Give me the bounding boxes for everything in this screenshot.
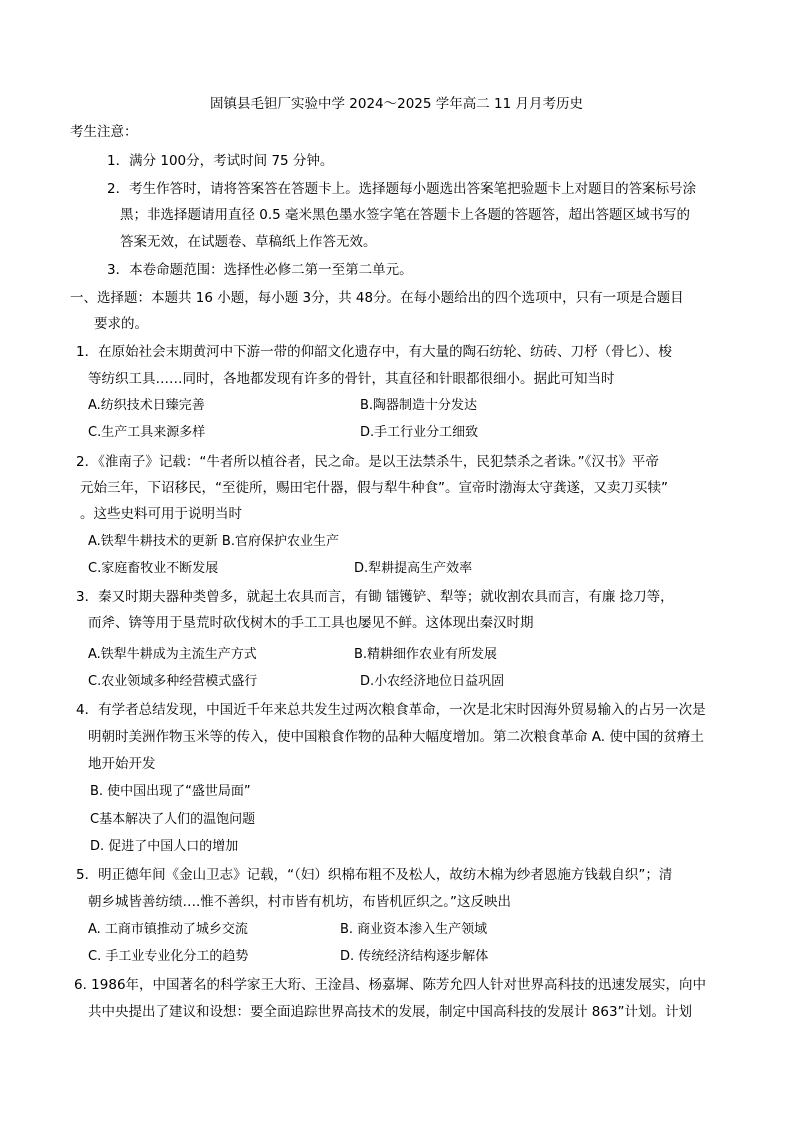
section-heading-cont: 要求的。: [94, 316, 148, 332]
question-3-stem-cont: 而斧、锛等用于垦荒时砍伐树木的手工工具也屡见不鲜。这体现出秦汉时期: [88, 615, 534, 631]
question-2-option-d: D.犁耕提高生产效率: [354, 561, 473, 576]
notice-item-1: 1．满分 100分，考试时间 75 分钟。: [107, 153, 334, 169]
notice-item-3: 3．本卷命题范围：选择性必修二第一至第二单元。: [107, 262, 413, 278]
question-2-stem-cont2: 。这些史料可用于说明当时: [80, 506, 242, 522]
question-1-option-d: D.手工行业分工细致: [360, 425, 479, 440]
question-4-stem-cont2: 地开始开发: [88, 756, 156, 772]
question-1-stem-cont: 等纺织工具……同时，各地都发现有许多的骨针，其直径和针眼都很细小。据此可知当时: [88, 371, 615, 387]
question-3-option-b: B.精耕细作农业有所发展: [354, 647, 498, 662]
question-1-stem: 1．在原始社会末期黄河中下游一带的仰韶文化遗存中，有大量的陶石纺轮、纺砖、刀杼（骨匕）、梭: [76, 344, 672, 360]
question-5-stem: 5．明正德年间《金山卫志》记载，“（妇）织棉布粗不及松人，故纺木棉为纱者恩施方钱载自织”；清: [76, 867, 673, 883]
question-3-option-a: A.铁犁牛耕成为主流生产方式: [88, 647, 257, 662]
question-2-option-c: C.家庭畜牧业不断发展: [88, 561, 219, 576]
question-4-option-b: B. 使中国出现了“盛世局面”: [90, 784, 251, 799]
notice-heading: 考生注意：: [70, 124, 138, 140]
question-5-option-a: A. 工商市镇推动了城乡交流: [88, 922, 248, 937]
question-1-option-b: B.陶器制造十分发达: [360, 398, 478, 413]
question-3-stem: 3．秦又时期夫器种类曾多，就起土农具而言，有锄 镭镬铲、犁等；就收割农具而言，有廉 捻刀等，: [76, 589, 674, 605]
question-5-stem-cont: 朝乡城皆善纺绩….惟不善织，村市皆有机坊，布皆机匠织之。”这反映出: [88, 894, 512, 910]
question-5-option-c: C. 手工业专业化分工的趋势: [88, 949, 249, 964]
question-4-stem-cont: 明朝时美洲作物玉米等的传入，使中国粮食作物的品种大幅度增加。第二次粮食革命 A. 使中国的贫瘠土: [88, 729, 704, 745]
notice-item-2-cont2: 答案无效，在试题卷、草稿纸上作答无效。: [120, 234, 377, 250]
section-heading: 一、选择题：本题共 16 小题，每小题 3分，共 48分。在每小题给出的四个选项中，只有一项是合题目: [70, 290, 684, 306]
question-6-stem: 6. 1986年，中国著名的科学家王大珩、王淦昌、杨嘉墀、陈芳允四人针对世界高科技的迅速发展实，向中: [74, 977, 707, 993]
question-5-option-d: D. 传统经济结构逐步解体: [340, 949, 489, 964]
question-2-stem: 2．《淮南子》记载：“牛者所以植谷者，民之命。是以王法禁杀牛，民犯禁杀之者诛。”《汉书》平帝: [76, 454, 659, 470]
question-1-option-c: C.生产工具来源多样: [88, 425, 206, 440]
question-1-option-a: A.纺织技术日臻完善: [88, 398, 205, 413]
question-2-stem-cont: 元始三年，下诏移民，“至徙所，赐田宅什器，假与犁牛种食”。宣帝时渤海太守龚遂，又卖刀买犊”: [80, 480, 668, 496]
question-5-option-b: B. 商业资本渗入生产领域: [340, 922, 488, 937]
notice-item-2: 2．考生作答时，请将答案答在答题卡上。选择题每小题选出答案笔把验题卡上对题目的答案标号涂: [107, 181, 697, 197]
question-4-option-c: C基本解决了人们的温饱问题: [90, 812, 256, 827]
question-4-stem: 4．有学者总结发现，中国近千年来总共发生过两次粮食革命，一次是北宋时因海外贸易输入的占另一次是: [76, 702, 706, 718]
notice-item-2-cont: 黑；非选择题请用直径 0.5 毫米黑色墨水签字笔在答题卡上各题的答题答，超出答题区域书写的: [120, 207, 691, 223]
question-4-option-d: D. 促进了中国人口的增加: [90, 839, 239, 854]
question-6-stem-cont: 共中央提出了建议和设想：要全面追踪世界高技术的发展，制定中国高科技的发展计 863”计划。计划: [88, 1004, 693, 1020]
question-3-option-c: C.农业领域多种经营模式盛行: [88, 674, 258, 689]
exam-title: 固镇县毛钽厂实验中学 2024～2025 学年高二 11 月月考历史: [209, 96, 584, 112]
question-2-options-ab: A.铁犁牛耕技术的更新 B.官府保护农业生产: [88, 534, 339, 549]
question-3-option-d: D.小农经济地位日益巩固: [360, 674, 505, 689]
